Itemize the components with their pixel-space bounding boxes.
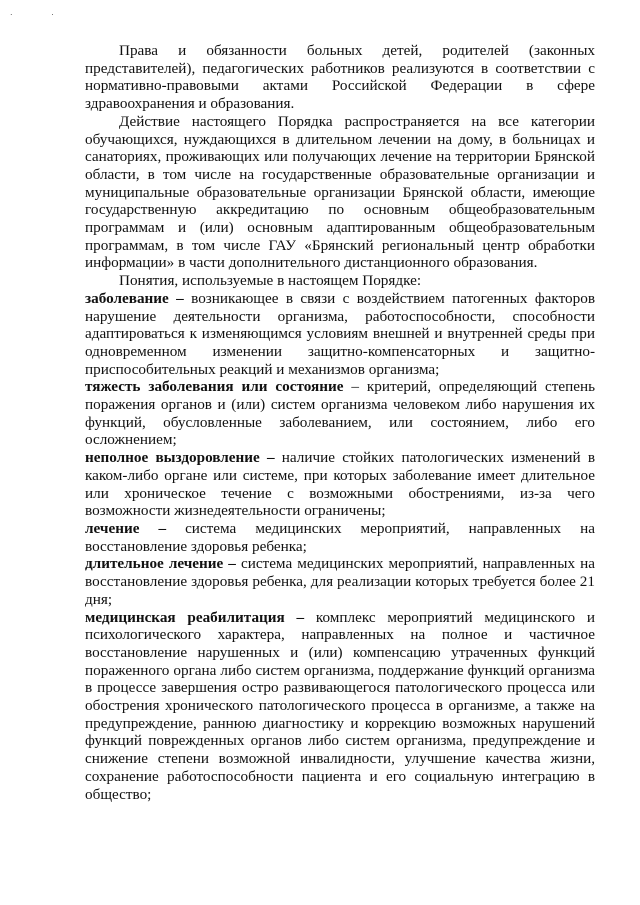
paragraph-concepts-intro: Понятия, используемые в настоящем Порядке: bbox=[119, 272, 422, 290]
paragraph-rights: Права и обязанности больных детей, родителей (законных представителей), педагогических работников реализуются в соответствии с нормативно-правовыми актами Российской Федерации в сфере здравоохранения и образования. bbox=[85, 42, 595, 113]
definition-medical-rehabilitation bbox=[85, 609, 595, 804]
definition-text: система медицинских мероприятий, направленных на восстановление здоровья ребенка; bbox=[85, 519, 595, 555]
definition-treatment bbox=[85, 520, 595, 555]
definition-long-treatment bbox=[85, 555, 595, 608]
definition-disease bbox=[85, 290, 595, 379]
definition-text: – критерий, определяющий степень поражения органов и (или) систем организма человеком либо нарушения их функций, обусловленные заболеванием, или состоянием, либо его осложнением; bbox=[85, 378, 595, 449]
definition-text: наличие стойких патологических изменений в каком-либо органе или системе, при которых заболевание имеет длительное или хроническое течение с возможными обострениями, из-за чего возможности жизнедеятельности ограничены; bbox=[85, 449, 595, 520]
definition-text: система медицинских мероприятий, направленных на восстановление здоровья ребенка, для реализации которых требуется более 21 дня; bbox=[85, 555, 595, 608]
definition-severity bbox=[85, 378, 595, 449]
definition-text: возникающее в связи с воздействием патогенных факторов нарушение деятельности организма, работоспособности, способности адаптироваться к изменяющимся условиям внешней и внутренней среды при одновременном изменении защитно-компенсаторных и защитно-приспособительных реакций и механизмов организма; bbox=[85, 289, 595, 378]
paragraph-scope: Действие настоящего Порядка распространяется на все категории обучающихся, нуждающихся в длительном лечении на дому, в больницах и санаториях, проживающих или получающих лечение на территории Брянской области, в том числе на государственные образовательные организации и муниципальные образовательные организации Брянской области, имеющие государственную аккредитацию по основным общеобразовательным программам и (или) основным адаптированным общеобразовательным программам, в том числе ГАУ «Брянский региональный центр обработки информации» в части дополнительного дистанционного образования. bbox=[85, 112, 595, 272]
scan-artifact-dots: . . bbox=[10, 8, 72, 17]
definition-term: тяжесть заболевания или состояние bbox=[85, 378, 344, 396]
definition-term: длительное лечение – bbox=[85, 555, 236, 573]
document-page bbox=[85, 42, 595, 803]
definition-text: комплекс мероприятий медицинского и психологического характера, направленных на полное и частичное восстановление нарушенных и (или) компенсацию утраченных функций пораженного органа либо систем организма, поддержание функций организма в процессе завершения остро развивающегося патологического процесса или обострения хронического патологического процесса в организме, а также на предупреждение, раннюю диагностику и коррекцию возможных нарушений функций поврежденных органов либо систем организма, предупреждение и снижение степени возможной инвалидности, улучшение качества жизни, сохранение работоспособности пациента и его социальную интеграцию в общество; bbox=[85, 608, 595, 803]
definition-term: неполное выздоровление – bbox=[85, 449, 275, 467]
definition-incomplete-recovery bbox=[85, 449, 595, 520]
definition-term: медицинская реабилитация – bbox=[85, 608, 305, 626]
definition-term: заболевание – bbox=[85, 289, 184, 307]
definition-term: лечение – bbox=[85, 519, 167, 537]
